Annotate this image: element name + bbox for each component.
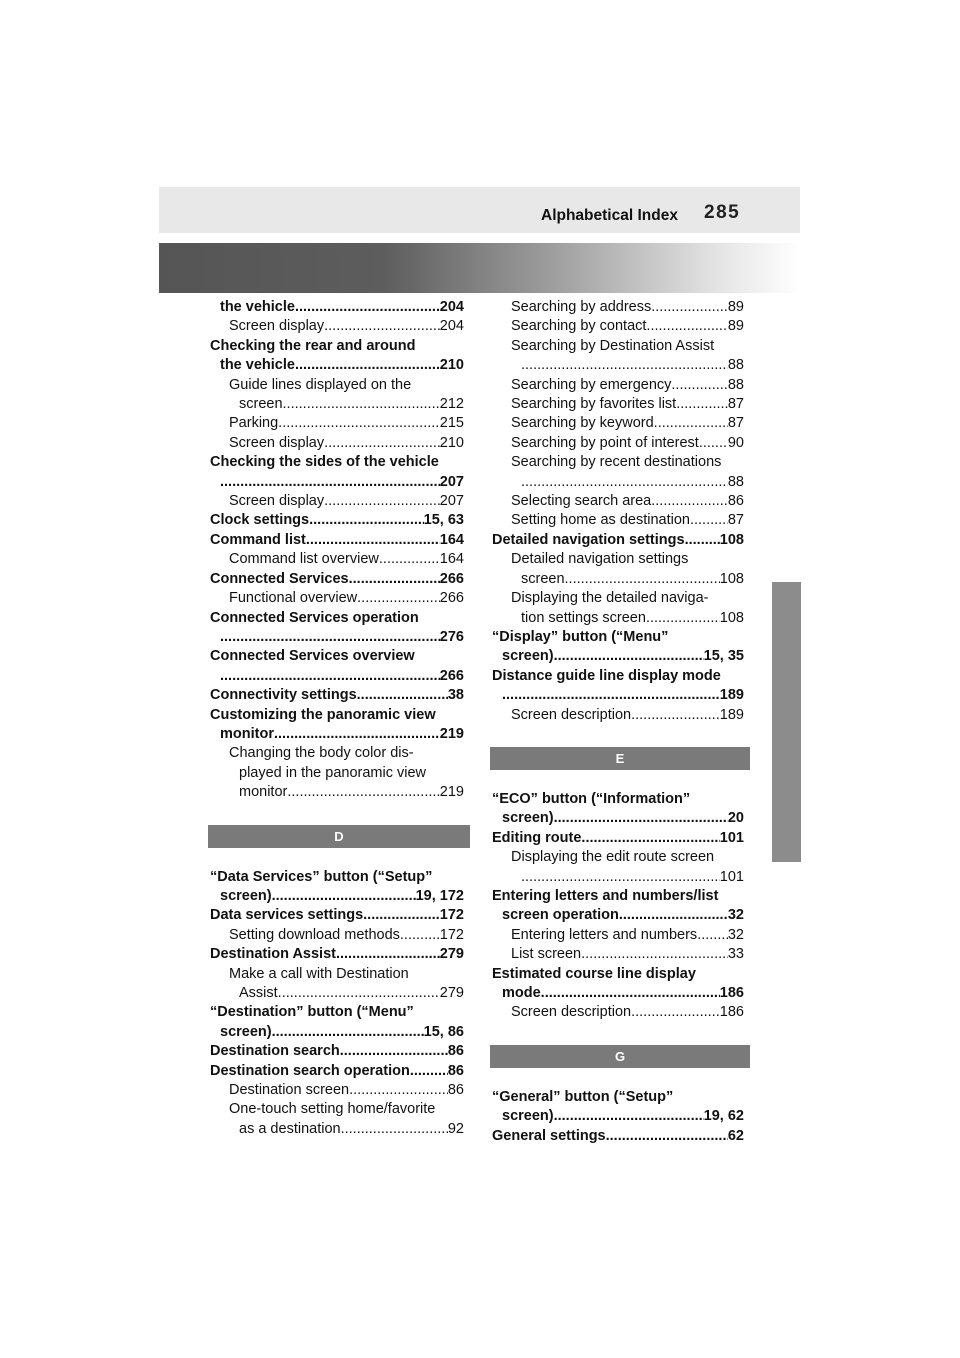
index-subentry: Assist ..... 279 bbox=[210, 984, 464, 1003]
index-subentry: ..... 101 bbox=[492, 868, 744, 887]
index-subentry: Searching by point of interest ..... 90 bbox=[492, 434, 744, 453]
index-subentry: Searching by address ..... 89 bbox=[492, 298, 744, 317]
index-subentry: Displaying the detailed naviga- bbox=[511, 590, 709, 607]
index-subentry: Detailed navigation settings bbox=[511, 551, 689, 568]
section-letter-d: D bbox=[208, 825, 470, 848]
index-entry: Connected Services operation bbox=[210, 609, 419, 626]
index-entry: Connectivity settings ..... 38 bbox=[210, 686, 464, 705]
index-subentry: Make a call with Destination bbox=[229, 965, 409, 982]
index-subentry: Screen description ..... 189 bbox=[492, 706, 744, 725]
index-subentry: ..... 88 bbox=[492, 356, 744, 375]
index-subentry: as a destination ..... 92 bbox=[210, 1120, 464, 1139]
index-subentry: One-touch setting home/favorite bbox=[229, 1101, 436, 1118]
index-entry: Detailed navigation settings ..... 108 bbox=[492, 531, 744, 550]
index-entry: ..... 189 bbox=[492, 686, 744, 705]
index-entry: Customizing the panoramic view bbox=[210, 706, 436, 723]
index-entry: the vehicle ..... 204 bbox=[210, 298, 464, 317]
index-subentry: played in the panoramic view bbox=[239, 764, 426, 781]
index-entry: screen operation ..... 32 bbox=[492, 906, 744, 925]
index-entry: monitor ..... 219 bbox=[210, 725, 464, 744]
index-entry: “Destination” button (“Menu” bbox=[210, 1004, 414, 1021]
index-entry: screen) ..... 20 bbox=[492, 809, 744, 828]
index-subentry: Searching by recent destinations bbox=[511, 454, 722, 471]
index-entry: ..... 207 bbox=[210, 473, 464, 492]
index-entry: Distance guide line display mode bbox=[492, 667, 721, 684]
index-subentry: Changing the body color dis- bbox=[229, 745, 414, 762]
index-entry: Command list ..... 164 bbox=[210, 531, 464, 550]
index-entry: Entering letters and numbers/list bbox=[492, 887, 719, 904]
index-subentry: Selecting search area ..... 86 bbox=[492, 492, 744, 511]
index-entry: the vehicle ..... 210 bbox=[210, 356, 464, 375]
index-subentry: Entering letters and numbers ..... 32 bbox=[492, 926, 744, 945]
index-entry: “Data Services” button (“Setup” bbox=[210, 868, 433, 885]
index-entry: Checking the sides of the vehicle bbox=[210, 454, 439, 471]
index-subentry: Searching by emergency ..... 88 bbox=[492, 376, 744, 395]
index-subentry: Searching by favorites list ..... 87 bbox=[492, 395, 744, 414]
index-subentry: Setting home as destination ..... 87 bbox=[492, 511, 744, 530]
index-entry: Estimated course line display bbox=[492, 965, 696, 982]
index-entry: screen) ..... 15, 86 bbox=[210, 1023, 464, 1042]
section-letter-g: G bbox=[490, 1045, 750, 1068]
index-subentry: Command list overview ..... 164 bbox=[210, 550, 464, 569]
index-entry: “Display” button (“Menu” bbox=[492, 628, 669, 645]
index-entry: ..... 266 bbox=[210, 667, 464, 686]
index-subentry: Destination screen ..... 86 bbox=[210, 1081, 464, 1100]
index-subentry: monitor ..... 219 bbox=[210, 783, 464, 802]
index-subentry: screen ..... 212 bbox=[210, 395, 464, 414]
index-entry: Data services settings ..... 172 bbox=[210, 906, 464, 925]
index-entry: screen) ..... 15, 35 bbox=[492, 647, 744, 666]
page-number: 285 bbox=[704, 202, 741, 223]
index-entry: Destination Assist ..... 279 bbox=[210, 945, 464, 964]
index-subentry: Screen display ..... 207 bbox=[210, 492, 464, 511]
chapter-gradient-bar bbox=[159, 243, 800, 293]
index-entry: ..... 276 bbox=[210, 628, 464, 647]
index-entry: General settings ..... 62 bbox=[492, 1127, 744, 1146]
index-entry: Connected Services ..... 266 bbox=[210, 570, 464, 589]
page-header-title: Alphabetical Index bbox=[541, 207, 678, 224]
index-subentry: ..... 88 bbox=[492, 473, 744, 492]
index-entry: Connected Services overview bbox=[210, 648, 415, 665]
section-letter-e: E bbox=[490, 747, 750, 770]
index-subentry: screen ..... 108 bbox=[492, 570, 744, 589]
index-subentry: tion settings screen ..... 108 bbox=[492, 609, 744, 628]
index-subentry: Screen display ..... 210 bbox=[210, 434, 464, 453]
index-entry: Destination search operation ..... 86 bbox=[210, 1062, 464, 1081]
index-entry: Destination search ..... 86 bbox=[210, 1042, 464, 1061]
chapter-side-tab bbox=[772, 582, 801, 862]
index-subentry: Searching by keyword ..... 87 bbox=[492, 414, 744, 433]
index-entry: mode ..... 186 bbox=[492, 984, 744, 1003]
index-column-right bbox=[492, 298, 744, 1146]
index-subentry: Searching by Destination Assist bbox=[511, 337, 715, 354]
index-entry: Checking the rear and around bbox=[210, 337, 416, 354]
index-subentry: Displaying the edit route screen bbox=[511, 849, 715, 866]
index-subentry: Searching by contact ..... 89 bbox=[492, 317, 744, 336]
index-entry: “ECO” button (“Information” bbox=[492, 790, 691, 807]
index-subentry: List screen ..... 33 bbox=[492, 945, 744, 964]
index-subentry: Screen display ..... 204 bbox=[210, 317, 464, 336]
index-subentry: Screen description ..... 186 bbox=[492, 1003, 744, 1022]
index-column-left bbox=[210, 298, 464, 1139]
index-entry: “General” button (“Setup” bbox=[492, 1088, 674, 1105]
index-entry: screen) ..... 19, 62 bbox=[492, 1107, 744, 1126]
index-subentry: Guide lines displayed on the bbox=[229, 376, 412, 393]
index-subentry: Setting download methods ..... 172 bbox=[210, 926, 464, 945]
index-entry: screen) ..... 19, 172 bbox=[210, 887, 464, 906]
index-entry: Clock settings ..... 15, 63 bbox=[210, 511, 464, 530]
index-subentry: Parking ..... 215 bbox=[210, 414, 464, 433]
index-subentry: Functional overview ..... 266 bbox=[210, 589, 464, 608]
index-entry: Editing route ..... 101 bbox=[492, 829, 744, 848]
